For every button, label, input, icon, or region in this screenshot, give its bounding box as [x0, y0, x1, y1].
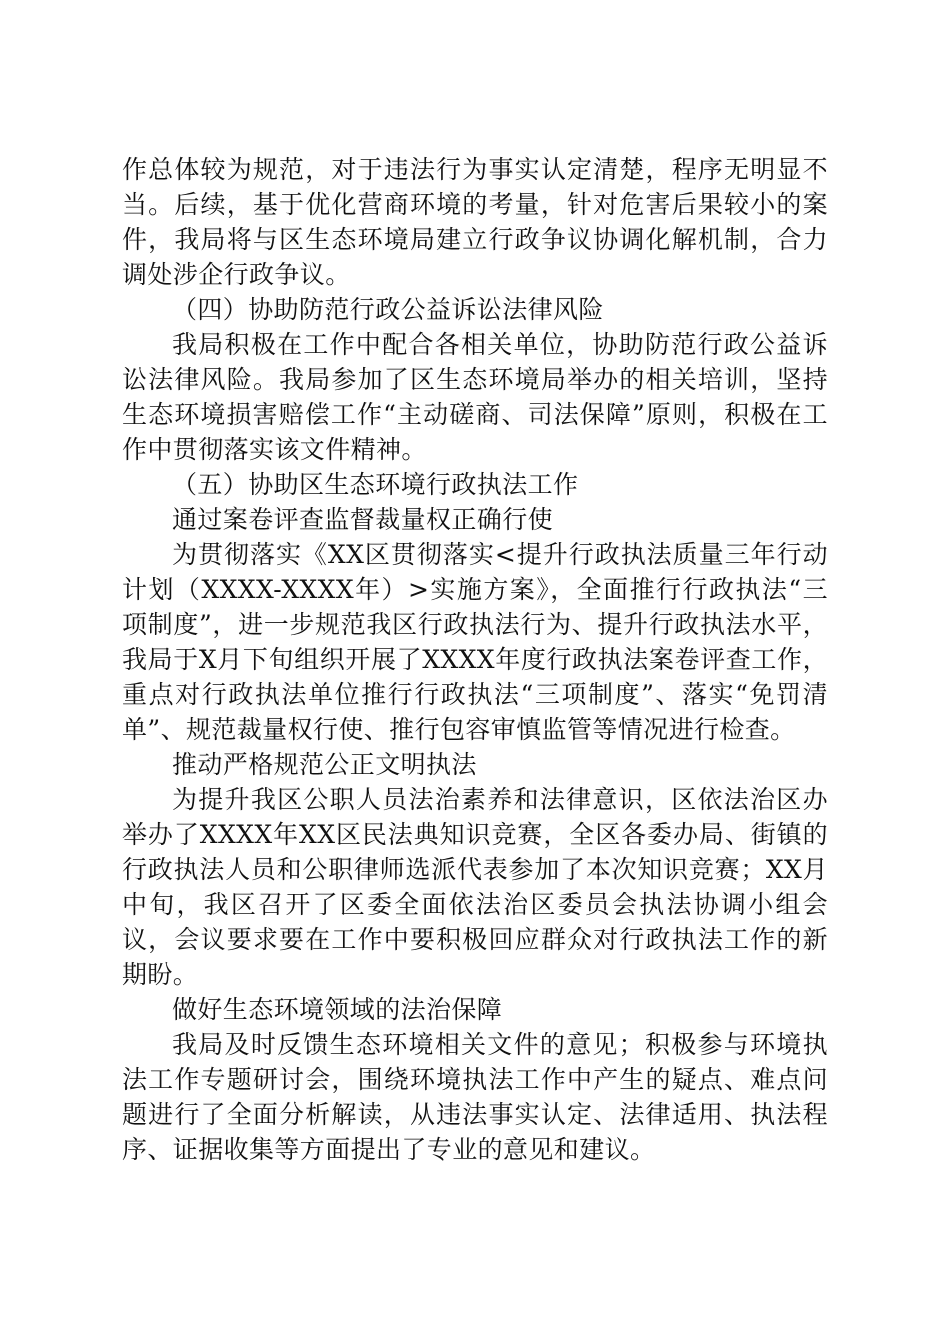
section-heading-five: （五）协助区生态环境行政执法工作: [172, 470, 579, 499]
body-paragraph: 为提升我区公职人员法治素养和法律意识，区依法治区办举办了XXXX年XX区民法典知识竞赛，全区各委办局、街镇的行政执法人员和公职律师选派代表参加了本次知识竞赛；XX月中旬，我区召开了区委全面依法治区委员会执法协调小组会议，会议要求要在工作中要积极回应群众对行政执法工作的新期盼。: [122, 785, 828, 989]
body-paragraph-continued: 作总体较为规范，对于违法行为事实认定清楚，程序无明显不当。后续，基于优化营商环境的考量，针对危害后果较小的案件，我局将与区生态环境局建立行政争议协调化解机制，合力调处涉企行政争议。: [122, 155, 828, 289]
document-body: [122, 152, 828, 1167]
body-paragraph: 我局及时反馈生态环境相关文件的意见；积极参与环境执法工作专题研讨会，围绕环境执法工作中产生的疑点、难点问题进行了全面分析解读，从违法事实认定、法律适用、执法程序、证据收集等方面提出了专业的意见和建议。: [122, 1030, 828, 1164]
subheading-case-review: 通过案卷评查监督裁量权正确行使: [172, 505, 554, 534]
section-heading-four: （四）协助防范行政公益诉讼法律风险: [172, 295, 604, 324]
body-paragraph: 为贯彻落实《XX区贯彻落实<提升行政执法质量三年行动计划（XXXX-XXXX年）>实施方案》，全面推行行政执法“三项制度”，进一步规范我区行政执法行为、提升行政执法水平，我局于X月下旬组织开展了XXXX年度行政执法案卷评查工作，重点对行政执法单位推行行政执法“三项制度”、落实“免罚清单”、规范裁量权行使、推行包容审慎监管等情况进行检查。: [122, 540, 828, 744]
subheading-law-enforcement: 推动严格规范公正文明执法: [172, 750, 477, 779]
body-paragraph: 我局积极在工作中配合各相关单位，协助防范行政公益诉讼法律风险。我局参加了区生态环境局举办的相关培训，坚持生态环境损害赔偿工作“主动磋商、司法保障”原则，积极在工作中贯彻落实该文件精神。: [122, 330, 828, 464]
subheading-ecology-legal-protection: 做好生态环境领域的法治保障: [172, 995, 503, 1024]
